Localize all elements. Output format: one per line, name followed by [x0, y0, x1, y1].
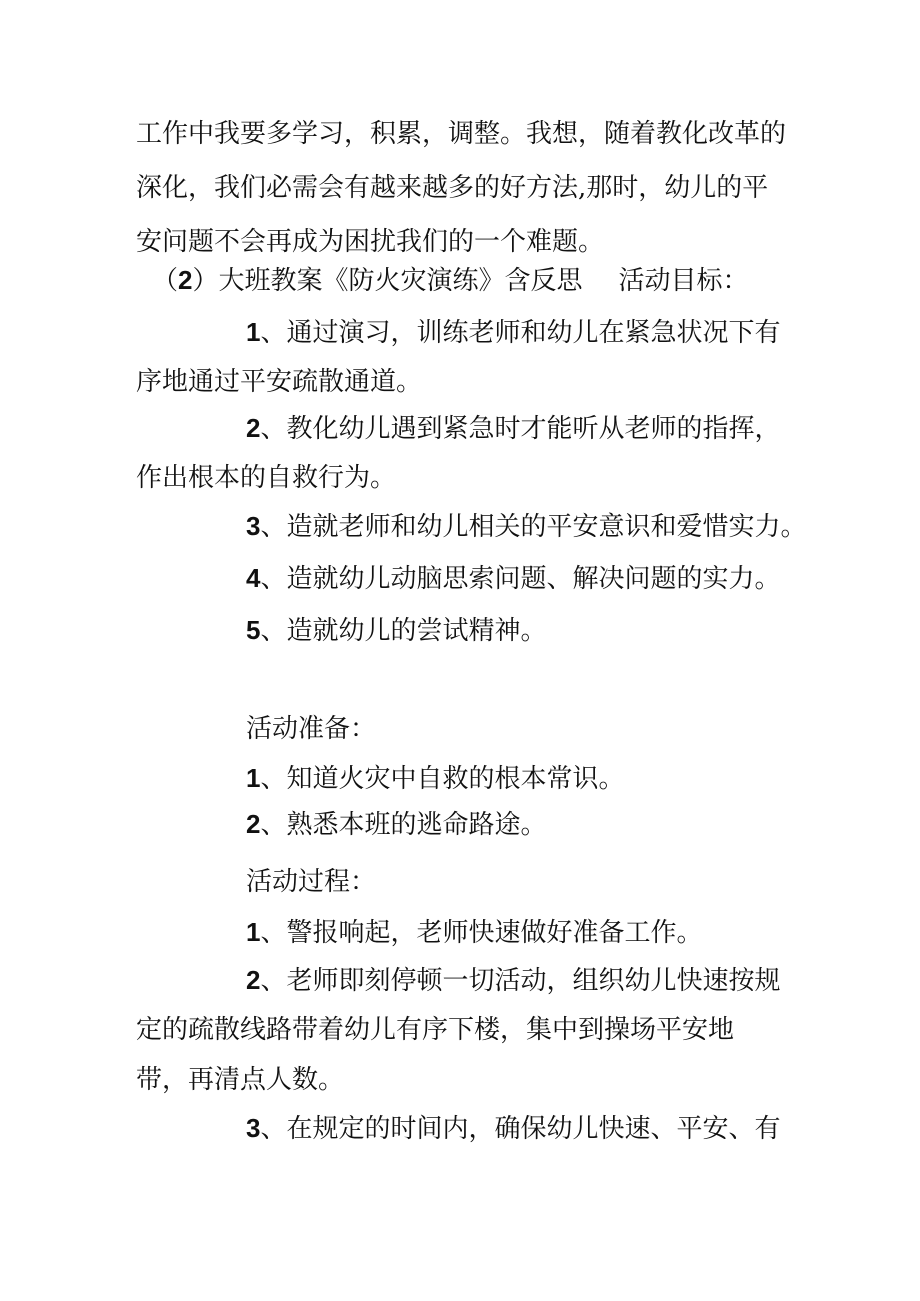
goal-item-2-cont: 作出根本的自救行为。	[136, 463, 397, 493]
process-text: 、老师即刻停顿一切活动，组织幼儿快速按规	[260, 966, 781, 996]
heading-number: 2	[178, 265, 193, 295]
prep-text: 、熟悉本班的逃命路途。	[260, 810, 547, 840]
heading-title: ）大班教案《防火灾演练》含反思	[192, 266, 583, 296]
goal-item-2	[246, 410, 780, 447]
preparation-title: 活动准备：	[246, 714, 377, 744]
process-text: 、在规定的时间内，确保幼儿快速、平安、有	[260, 1114, 781, 1144]
process-number: 2	[246, 965, 261, 995]
process-number: 3	[246, 1113, 261, 1143]
intro-line-3: 安问题不会再成为困扰我们的一个难题。	[136, 227, 605, 257]
prep-number: 1	[246, 763, 261, 793]
process-item-3	[246, 1110, 780, 1147]
goal-text: 、造就老师和幼儿相关的平安意识和爱惜实力。	[260, 512, 807, 542]
process-item-2	[246, 962, 780, 999]
process-item-2-cont-1: 定的疏散线路带着幼儿有序下楼，集中到操场平安地	[136, 1015, 735, 1045]
prep-text: 、知道火灾中自救的根本常识。	[260, 764, 625, 794]
goal-text: 、造就幼儿的尝试精神。	[260, 616, 547, 646]
goal-item-3	[246, 508, 806, 545]
goal-item-1-cont: 序地通过平安疏散通道。	[136, 367, 423, 397]
process-number: 1	[246, 917, 261, 947]
goal-item-4	[246, 560, 780, 597]
preparation-item-2	[246, 806, 546, 843]
prep-number: 2	[246, 809, 261, 839]
preparation-item-1	[246, 760, 624, 797]
goal-number: 2	[246, 413, 261, 443]
heading-subtitle: 活动目标：	[618, 266, 749, 296]
heading-open-paren: （	[152, 266, 179, 296]
intro-line-2: 深化，我们必需会有越来越多的好方法,那时，幼儿的平	[136, 173, 769, 203]
goal-text: 、通过演习，训练老师和幼儿在紧急状况下有	[260, 318, 781, 348]
process-item-1	[246, 914, 702, 951]
goal-item-5	[246, 612, 546, 649]
goal-text: 、造就幼儿动脑思索问题、解决问题的实力。	[260, 564, 781, 594]
goal-number: 1	[246, 317, 261, 347]
process-item-2-cont-2: 带，再清点人数。	[136, 1065, 345, 1095]
process-title: 活动过程：	[246, 867, 377, 897]
section-heading	[152, 262, 749, 299]
goal-text: 、教化幼儿遇到紧急时才能听从老师的指挥，	[260, 414, 781, 444]
goal-item-1	[246, 314, 780, 351]
goal-number: 3	[246, 511, 261, 541]
goal-number: 4	[246, 563, 261, 593]
process-text: 、警报响起，老师快速做好准备工作。	[260, 918, 703, 948]
intro-line-1: 工作中我要多学习，积累，调整。我想，随着教化改革的	[136, 119, 787, 149]
goal-number: 5	[246, 615, 261, 645]
